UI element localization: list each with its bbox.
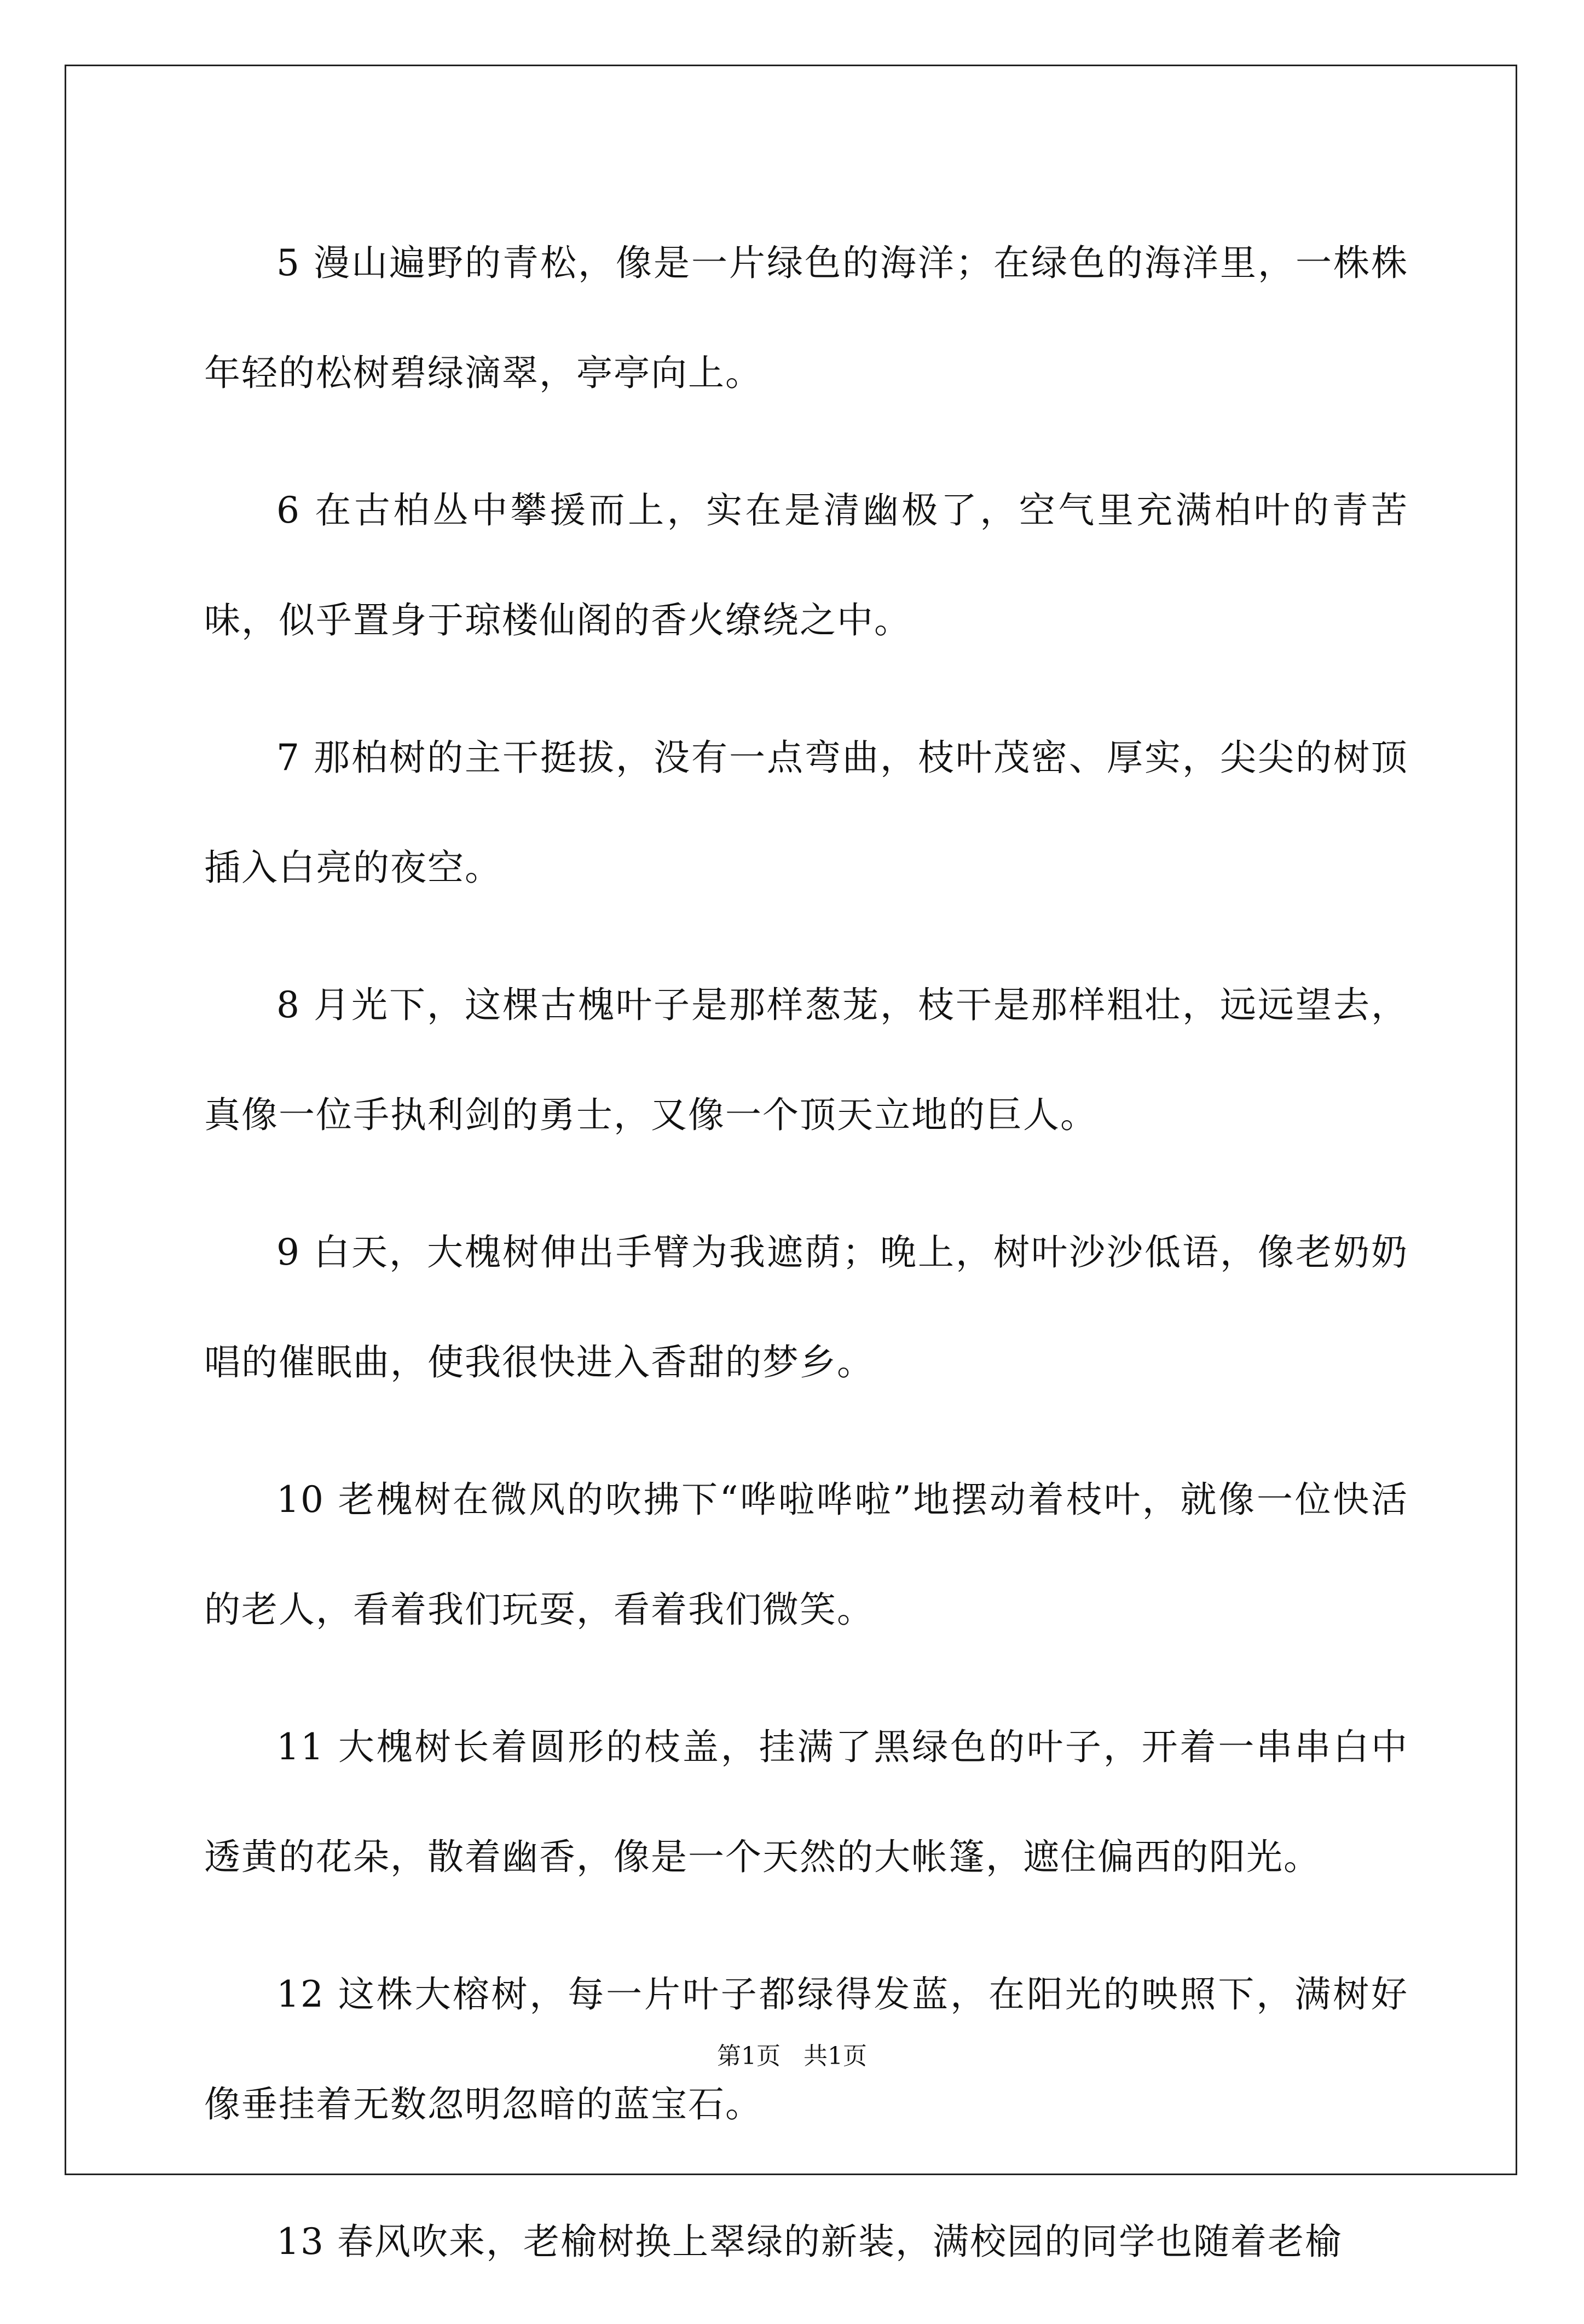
paragraph-13: 13 春风吹来，老榆树换上翠绿的新装，满校园的同学也随着老榆: [276, 2221, 1342, 2263]
document-body: [204, 208, 1408, 2324]
paragraph-8: 8 月光下，这棵古槐叶子是那样葱茏，枝干是那样粗壮，远远望去，真像一位手执利剑的勇士，又像一个顶天立地的巨人。: [204, 984, 1408, 1136]
paragraph-12: 12 这株大榕树，每一片叶子都绿得发蓝，在阳光的映照下，满树好像垂挂着无数忽明忽暗的蓝宝石。: [204, 1973, 1408, 2125]
paragraph-11: 11 大槐树长着圆形的枝盖，挂满了黑绿色的叶子，开着一串串白中透黄的花朵，散着幽香，像是一个天然的大帐篷，遮住偏西的阳光。: [204, 1726, 1408, 1878]
paragraph-10: 10 老槐树在微风的吹拂下“哗啦哗啦”地摆动着枝叶，就像一位快活的老人，看着我们玩耍，看着我们微笑。: [204, 1479, 1408, 1631]
paragraph-9: 9 白天，大槐树伸出手臂为我遮荫；晚上，树叶沙沙低语，像老奶奶唱的催眠曲，使我很快进入香甜的梦乡。: [204, 1231, 1408, 1383]
paragraph-7: 7 那柏树的主干挺拔，没有一点弯曲，枝叶茂密、厚实，尖尖的树顶插入白亮的夜空。: [204, 737, 1408, 889]
page-footer: [0, 2040, 1584, 2073]
paragraph-5: 5 漫山遍野的青松，像是一片绿色的海洋；在绿色的海洋里，一株株年轻的松树碧绿滴翠，亭亭向上。: [204, 242, 1408, 394]
page-total: 共1页: [803, 2042, 867, 2070]
paragraph-6: 6 在古柏丛中攀援而上，实在是清幽极了，空气里充满柏叶的青苦味，似乎置身于琼楼仙阁的香火缭绕之中。: [204, 489, 1408, 641]
page-number: 第1页: [717, 2042, 781, 2070]
